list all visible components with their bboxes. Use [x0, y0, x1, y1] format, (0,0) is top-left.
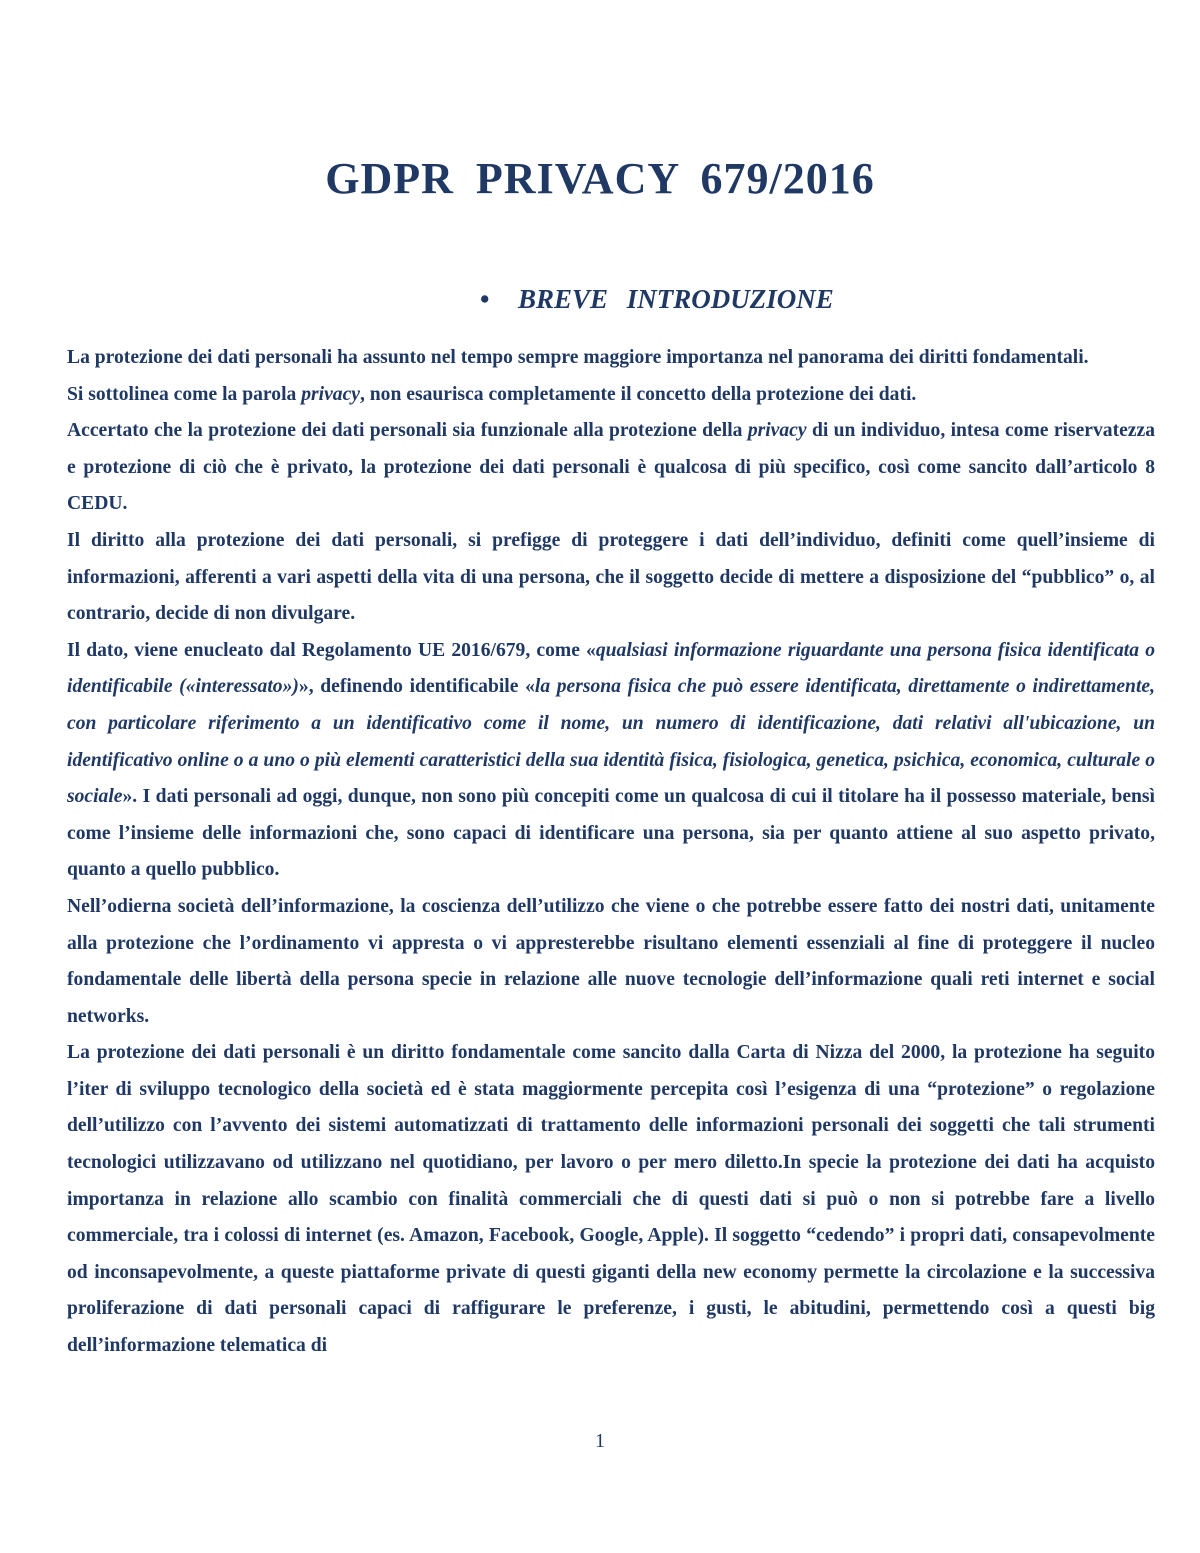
paragraph-5-text-b: », definendo identificabile « [298, 676, 535, 698]
paragraph-2 [67, 377, 1155, 414]
paragraph-5-emphasis-2: la persona fisica che può essere identificata, direttamente o indirettamente, con particolare riferimento a un identificativo come il nome, un numero di identificazione, dati relativi all'ubicazione, un identificativo online o a uno o più elementi caratteristici della sua identità fisica, fisiologica, genetica, psichica, economica, culturale o sociale [67, 676, 1155, 808]
document-title: GDPR PRIVACY 679/2016 [325, 154, 875, 203]
paragraph-6: Nell’odierna società dell’informazione, la coscienza dell’utilizzo che viene o che potrebbe essere fatto dei nostri dati, unitamente alla protezione che l’ordinamento vi appresta o vi appresterebbe risultano elementi essenziali al fine di proteggere il nucleo fondamentale delle libertà della persona specie in relazione alle nuove tecnologie dell’informazione quali reti internet e social networks. [67, 895, 1155, 1027]
section-heading-text: BREVE INTRODUZIONE [518, 284, 834, 314]
paragraph-5-text-a: Il dato, viene enucleato dal Regolamento UE 2016/679, come « [67, 639, 596, 661]
paragraph-3-text-b: di un individuo, intesa come riservatezza e protezione di ciò che è privato, la protezione dei dati personali è qualcosa di più specifico, così come sancito dall’articolo 8 CEDU. [67, 420, 1155, 515]
paragraph-5-text-c: ». I dati personali ad oggi, dunque, non sono più concepiti come un qualcosa di cui il titolare ha il possesso materiale, bensì come l’insieme delle informazioni che, sono capaci di identificare una persona, sia per quanto attiene al suo aspetto privato, quanto a quello pubblico. [67, 786, 1155, 881]
paragraph-2-text-a: Si sottolinea come la parola [67, 383, 302, 405]
page-number: 1 [595, 1430, 605, 1452]
paragraph-3 [67, 413, 1155, 523]
paragraph-3-emphasis: privacy [747, 420, 807, 442]
paragraph-5-emphasis-1: qualsiasi informazione riguardante una persona fisica identificata o identificabile («interessato») [67, 639, 1155, 698]
paragraph-3-text-a: Accertato che la protezione dei dati personali sia funzionale alla protezione della [67, 420, 748, 442]
paragraph-2-emphasis: privacy [301, 383, 360, 405]
paragraph-7: La protezione dei dati personali è un diritto fondamentale come sancito dalla Carta di Nizza del 2000, la protezione ha seguito l’iter di sviluppo tecnologico della società ed è stata maggiormente percepita così l’esigenza di una “protezione” o regolazione dell’utilizzo con l’avvento dei sistemi automatizzati di trattamento delle informazioni personali dei soggetti che tali strumenti tecnologici utilizzavano od utilizzano nel quotidiano, per lavoro o per mero diletto.In specie la protezione dei dati ha acquisto importanza in relazione allo scambio con finalità commerciali che di questi dati si può o non si potrebbe fare a livello commerciale, tra i colossi di internet (es. Amazon, Facebook, Google, Apple). Il soggetto “cedendo” i propri dati, consapevolmente od inconsapevolmente, a queste piattaforme private di questi giganti della new economy permette la circolazione e la successiva proliferazione di dati personali capaci di raffigurare le preferenze, i gusti, le abitudini, permettendo così a questi big dell’informazione telematica di [67, 1042, 1155, 1357]
paragraph-2-text-b: , non esaurisca completamente il concetto della protezione dei dati. [359, 383, 917, 405]
paragraph-5 [67, 633, 1155, 889]
section-heading [480, 284, 980, 315]
paragraph-4: Il diritto alla protezione dei dati personali, si prefigge di proteggere i dati dell’individuo, definiti come quell’insieme di informazioni, afferenti a vari aspetti della vita di una persona, che il soggetto decide di mettere a disposizione del “pubblico” o, al contrario, decide di non divulgare. [67, 529, 1155, 625]
paragraph-1: La protezione dei dati personali ha assunto nel tempo sempre maggiore importanza nel panorama dei diritti fondamentali. [67, 347, 1089, 368]
bullet-icon: • [480, 284, 490, 314]
document-body [67, 340, 1155, 1365]
